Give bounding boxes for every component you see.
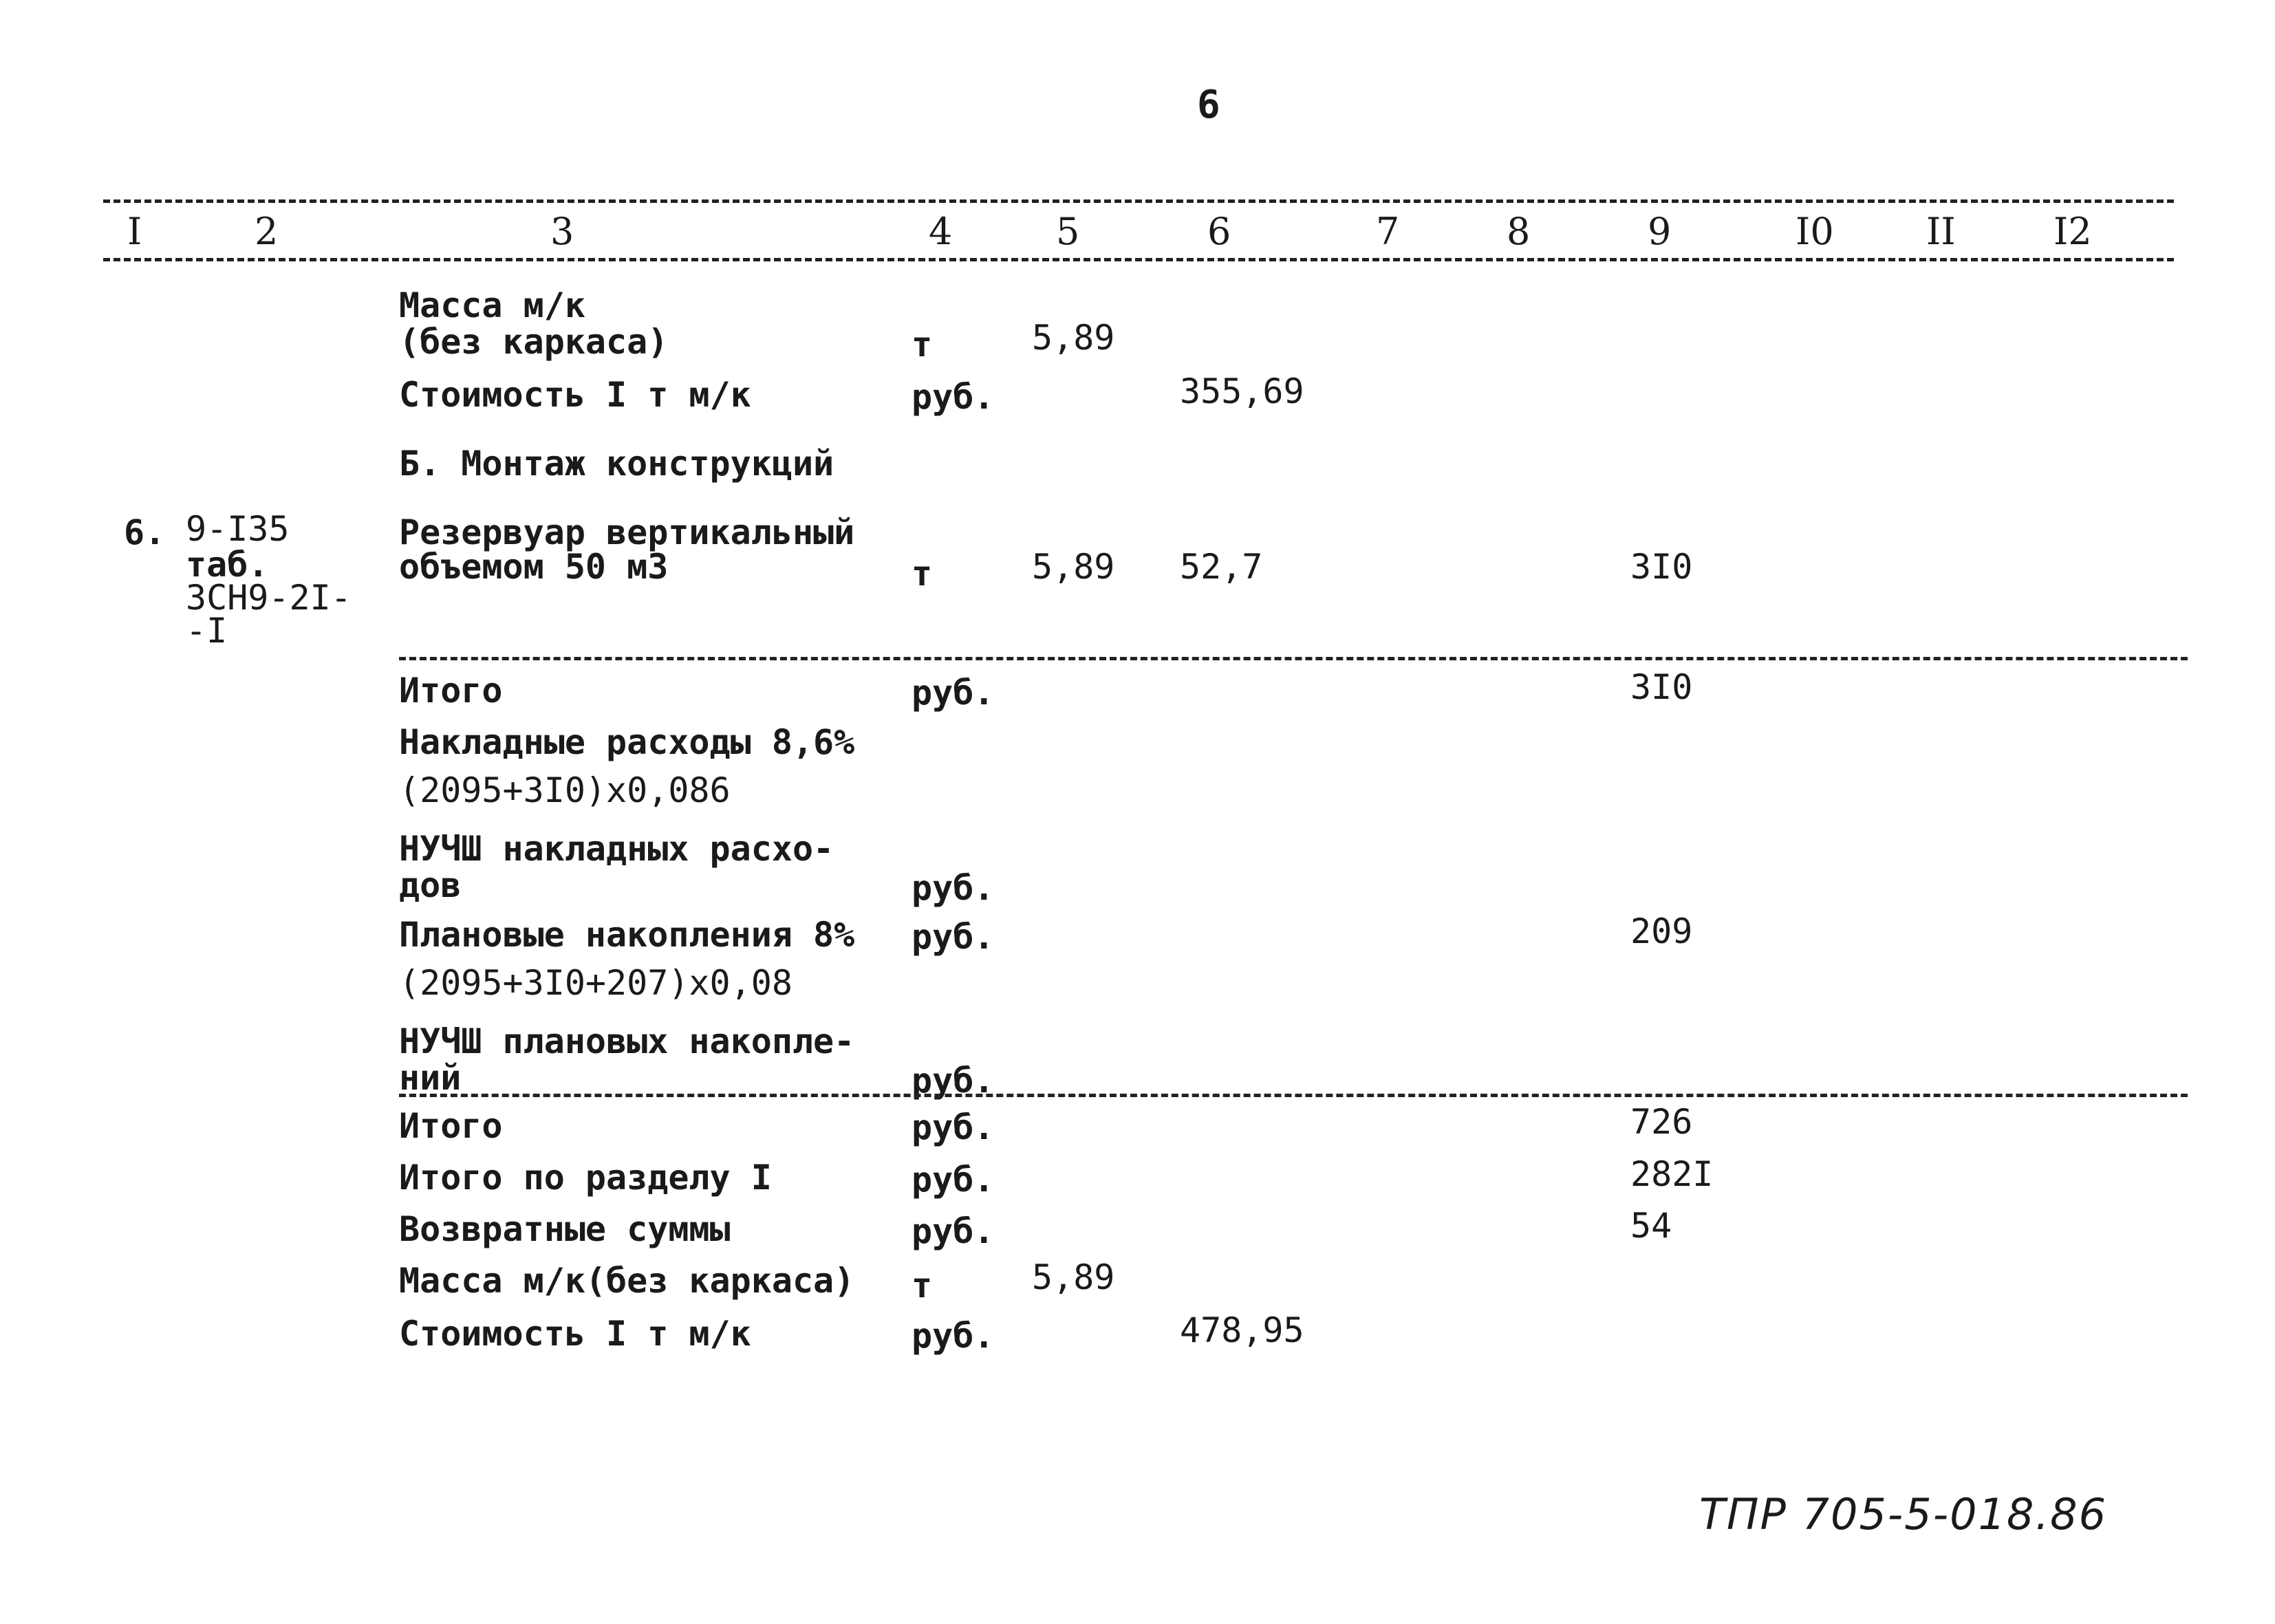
planned-formula: (2095+3I0+207)x0,08: [399, 963, 793, 1003]
total-1-value: 3I0: [1630, 667, 1693, 707]
row-cost-value: 355,69: [1180, 371, 1304, 411]
planned-label: Плановые накопления 8%: [399, 915, 855, 955]
nuchsh-overhead-label-1: НУЧШ накладных расхо-: [399, 829, 834, 869]
column-head-2: 2: [255, 210, 279, 253]
mass-2-label: Масса м/к(без каркаса): [399, 1261, 855, 1301]
row-cost-label: Стоимость I т м/к: [399, 375, 751, 415]
item-code-1: 9-I35: [186, 509, 290, 549]
total-section-unit: руб.: [912, 1160, 995, 1200]
header-rule-top: [103, 199, 2174, 203]
total-section-value: 282I: [1630, 1154, 1714, 1194]
mass-2-qty: 5,89: [1032, 1257, 1115, 1297]
header-rule-bottom: [103, 258, 2174, 261]
planned-unit: руб.: [912, 917, 995, 957]
tank-qty: 5,89: [1032, 547, 1115, 587]
column-head-12: I2: [2053, 210, 2092, 253]
total-1-unit: руб.: [912, 673, 995, 713]
mass-2-unit: т: [912, 1266, 933, 1306]
cost-2-label: Стоимость I т м/к: [399, 1314, 751, 1354]
column-head-5: 5: [1056, 210, 1080, 253]
overhead-formula: (2095+3I0)x0,086: [399, 770, 731, 810]
column-head-3: 3: [550, 210, 574, 253]
subtotal-rule-1: [399, 657, 2188, 660]
nuchsh-overhead-label-2: дов: [399, 865, 462, 905]
column-head-4: 4: [929, 210, 953, 253]
nuchsh-planned-unit: руб.: [912, 1061, 995, 1101]
item-code-3: 3СН9-2I-: [186, 578, 352, 618]
page-number: 6: [1197, 83, 1220, 127]
row-mass-qty: 5,89: [1032, 318, 1115, 358]
section-b-title: Б. Монтаж конструкций: [399, 444, 834, 484]
row-mass-label: Масса м/к: [399, 285, 585, 325]
column-head-8: 8: [1507, 210, 1531, 253]
nuchsh-planned-label-1: НУЧШ плановых накопле-: [399, 1021, 855, 1061]
total-section-label: Итого по разделу I: [399, 1158, 772, 1198]
column-head-1: I: [127, 210, 142, 253]
column-head-6: 6: [1207, 210, 1231, 253]
tank-unit: т: [912, 554, 933, 594]
total-2-unit: руб.: [912, 1107, 995, 1147]
column-head-11: II: [1926, 210, 1956, 253]
total-2-label: Итого: [399, 1106, 503, 1146]
return-sum-value: 54: [1630, 1206, 1672, 1246]
total-2-value: 726: [1630, 1102, 1693, 1142]
row-mass-label-b: (без каркаса): [399, 322, 669, 362]
tank-price: 52,7: [1180, 547, 1263, 587]
column-head-7: 7: [1376, 210, 1400, 253]
tank-label-2: объемом 50 м3: [399, 547, 669, 587]
nuchsh-overhead-unit: руб.: [912, 868, 995, 908]
cost-2-unit: руб.: [912, 1316, 995, 1356]
subtotal-rule-2: [399, 1094, 2188, 1097]
overhead-label: Накладные расходы 8,6%: [399, 722, 855, 762]
return-sum-unit: руб.: [912, 1211, 995, 1251]
cost-2-value: 478,95: [1180, 1310, 1304, 1350]
document-stamp: ТПР 705-5-018.86: [1699, 1489, 2108, 1539]
item-number: 6.: [124, 512, 166, 552]
tank-total: 3I0: [1630, 547, 1693, 587]
row-cost-unit: руб.: [912, 377, 995, 417]
row-mass-unit: т: [912, 325, 933, 365]
planned-value: 209: [1630, 911, 1693, 951]
column-head-9: 9: [1648, 210, 1672, 253]
total-1-label: Итого: [399, 671, 503, 711]
column-head-10: I0: [1796, 210, 1834, 253]
tank-label-1: Резервуар вертикальный: [399, 512, 855, 552]
item-code-2: таб.: [186, 545, 269, 585]
item-code-4: -I: [186, 611, 228, 651]
return-sum-label: Возвратные суммы: [399, 1209, 731, 1249]
nuchsh-planned-label-2: ний: [399, 1058, 462, 1098]
